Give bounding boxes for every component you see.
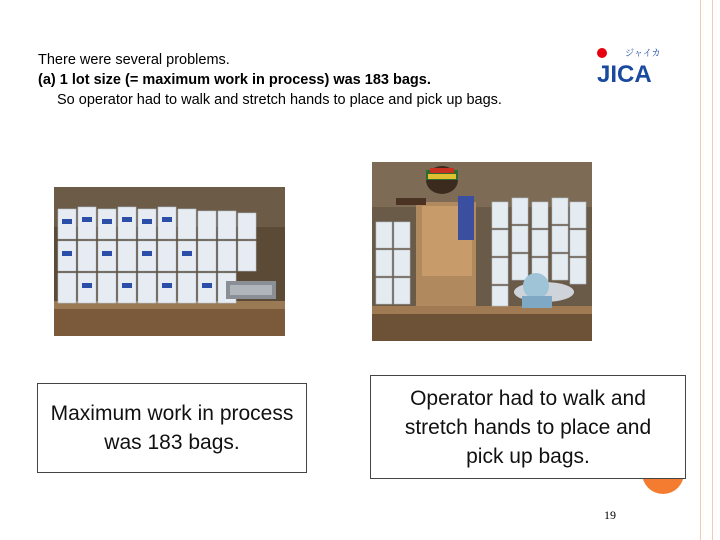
caption-right: Operator had to walk and stretch hands to place and pick up bags. <box>370 375 686 479</box>
problem-a-detail: So operator had to walk and stretch hands to place and pick up bags. <box>57 92 502 108</box>
slide-border-right <box>712 0 713 540</box>
problem-a-heading: (a) 1 lot size (= maximum work in process) was 183 bags. <box>38 72 431 88</box>
bags-stack-photo <box>54 187 285 336</box>
caption-left: Maximum work in process was 183 bags. <box>37 383 307 473</box>
slide-border-left <box>700 0 701 540</box>
problem-intro: There were several problems. <box>38 52 230 68</box>
operator-photo <box>372 162 592 341</box>
logo-kana: ジャイカ <box>625 49 661 59</box>
logo-wordmark: JICA <box>597 61 652 86</box>
slide-body-text <box>38 50 638 110</box>
page-number: 19 <box>604 508 616 522</box>
jica-logo <box>595 40 663 86</box>
